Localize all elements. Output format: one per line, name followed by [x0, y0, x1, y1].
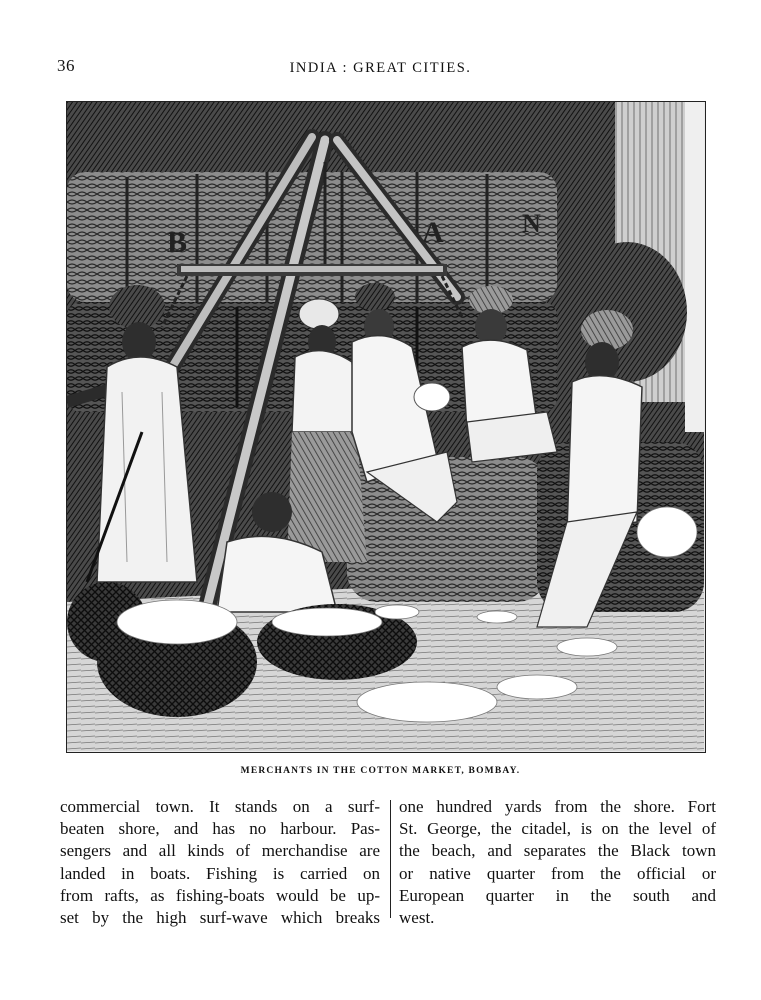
text-column-right — [399, 796, 716, 929]
bale-letter: N — [522, 209, 541, 238]
text-column-left — [60, 796, 380, 929]
text-line: St. George, the citadel, is on the level of — [399, 819, 716, 839]
text-line: one hundred yards from the shore. Fort — [399, 797, 716, 816]
text-line: west. — [399, 908, 435, 928]
text-line: or native quarter from the official or — [399, 863, 716, 883]
bale-letter: B — [167, 226, 188, 259]
running-head: INDIA : GREAT CITIES. — [289, 60, 472, 76]
text-line: sengers and all kinds of merchandise are — [60, 841, 380, 861]
page-number: 36 — [57, 56, 75, 75]
engraving-illustration — [66, 101, 706, 753]
text-line: set by the high surf-wave which breaks — [60, 908, 380, 928]
text-line: beaten shore, and has no harbour. Pas- — [60, 819, 380, 839]
bale-letter: A — [422, 216, 444, 249]
foliage — [567, 242, 687, 382]
text-line: commercial town. It stands on a surf- — [60, 797, 380, 816]
column-divider — [390, 800, 391, 918]
text-line: from rafts, as fishing-boats would be up- — [60, 885, 380, 905]
text-line: landed in boats. Fishing is carried on — [60, 863, 380, 883]
illustration-caption: MERCHANTS IN THE COTTON MARKET, BOMBAY. — [240, 766, 521, 776]
pillar-edge — [685, 102, 704, 432]
text-line: European quarter in the south and — [399, 885, 716, 905]
text-line: the beach, and separates the Black town — [399, 841, 716, 861]
engraving-drawing — [67, 102, 704, 751]
